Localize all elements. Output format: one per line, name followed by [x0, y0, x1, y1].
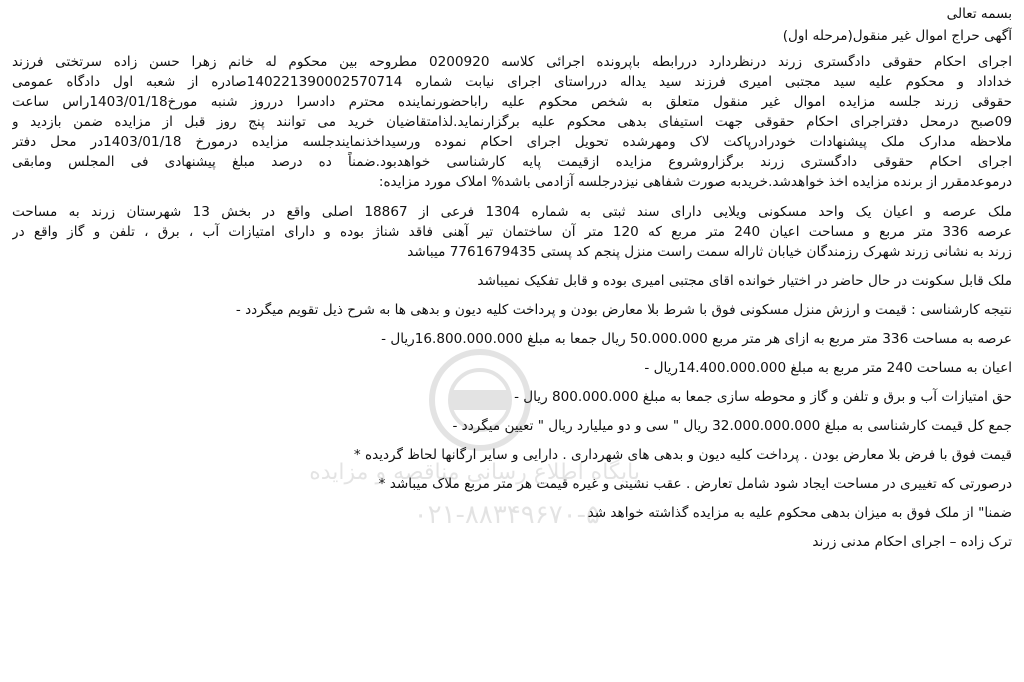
occupancy-note: ملک قابل سکونت در حال حاضر در اختیار خوانده اقای مجتبی امیری بوده و قابل تفکیک نمیباشد: [477, 273, 1012, 289]
paragraph-line: ملک عرصه و اعیان یک واحد مسکونی ویلایی دارای سند ثبتی به شماره 1304 فرعی از 18867 اصلی واقع در بخش 13 شهرستان زرند به مساحت: [12, 204, 1012, 220]
paragraph-line: حقوقی زرند جلسه مزایده اموال غیر منقول متعلق به شخص محکوم علیه راباحضورنماینده محترم دادسرا درروز شنبه مورخ1403/01/18راس ساعت: [12, 94, 1012, 110]
signature: ترک زاده – اجرای احکام مدنی زرند: [812, 534, 1012, 550]
watermark-phone: ۰۲۱-۸۸۳۴۹۶۷۰-۵: [413, 500, 600, 530]
valuation-utilities: حق امتیازات آب و برق و تلفن و گاز و محوطه سازی جمعا به مبلغ 800.000.000 ریال -: [514, 389, 1012, 405]
paragraph-line: ملاحظه مدارک ملک پیشنهادات خودرادرپاکت لاک ومهرشده تحویل اجرای احکام نموده ورسیداخذنمایندجلسه مزایده درمورخ 1403/01/18در محل دفتر: [12, 134, 1012, 150]
paragraph-property-description: [12, 202, 1012, 262]
basmala: بسمه تعالی: [946, 6, 1012, 22]
valuation-land: عرصه به مساحت 336 متر مربع به ازای هر متر مربع 50.000.000 ریال جمعا به مبلغ 16.800.000.000ریال -: [381, 331, 1012, 347]
valuation-total: جمع کل قیمت کارشناسی به مبلغ 32.000.000.000 ریال " سی و دو میلیارد ریال " تعیین میگردد -: [452, 418, 1012, 434]
auction-notice: [12, 4, 1012, 552]
note-debts: قیمت فوق با فرض بلا معارض بودن . پرداخت کلیه دیون و بدهی های شهرداری . دارایی و سایر ارگانها لحاظ گردیده *: [353, 447, 1012, 463]
valuation-building: اعیان به مساحت 240 متر مربع به مبلغ 14.400.000.000ریال -: [644, 360, 1012, 376]
note-area-change: درصورتی که تغییری در مساحت ایجاد شود شامل تعارض . عقب نشینی و غیره قیمت هر متر مربع ملاک میباشد *: [378, 476, 1012, 492]
valuation-intro: نتیجه کارشناسی : قیمت و ارزش منزل مسکونی فوق با شرط بلا معارض بودن و پرداخت کلیه دیون و بدهی ها به شرح ذیل تقویم میگردد -: [235, 302, 1012, 318]
watermark-site-name: پایگاه اطلاع رسانی مناقصه و مزایده: [309, 460, 640, 485]
paragraph-line: زرند به نشانی زرند شهرک رزمندگان خیابان ثاراله سمت راست منزل پنجم کد پستی 7761679435 میباشد: [407, 244, 1012, 260]
paragraph-line: 09صبح درمحل دفتراجرای احکام حقوقی جهت استیفای بدهی محکوم علیه برگزارنماید.لذامتقاضیان خرید می توانند پنج روز قبل از مزایده ضمن بازدید و: [12, 114, 1012, 130]
paragraph-line: اجرای احکام حقوقی دادگستری زرند برگزاروشروع مزایده ازقیمت پایه کارشناسی خواهدبود.ضمناً ده درصد مبلغ پیشنهادی فی المجلس ومابقی: [12, 154, 1012, 170]
notice-title: آگهی حراج اموال غیر منقول(مرحله اول): [782, 28, 1012, 44]
paragraph-line: اجرای احکام حقوقی دادگستری زرند درنظردارد دررابطه باپرونده اجرائی کلاسه 0200920 مطروحه بین محکوم له خانم زهرا حسن زاده سرتختی فرزند: [12, 54, 1012, 70]
paragraph-execution-details: [12, 52, 1012, 192]
paragraph-line: خداداد و محکوم علیه سید مجتبی امیری فرزند سید یداله درراستای اجرای نیابت شماره 140221390002570714صادره از شعبه اول دادگاه عمومی: [12, 74, 1012, 90]
note-debt-amount: ضمنا" از ملک فوق به میزان بدهی محکوم علیه به مزایده گذاشته خواهد شد: [587, 505, 1012, 521]
paragraph-line: درموعدمقرر از برنده مزایده اخذ خواهدشد.خریدبه صورت شفاهی نیزدرجلسه آزادمی باشد% املاک مورد مزایده:: [378, 174, 1012, 190]
paragraph-line: عرصه 336 متر مربع و مساحت اعیان 240 متر مربع که 120 متر آن ساختمان تیر آهنی فاقد شناژ بوده و دارای امتیازات آب ، برق ، تلفن و گاز واقع در: [12, 224, 1012, 240]
